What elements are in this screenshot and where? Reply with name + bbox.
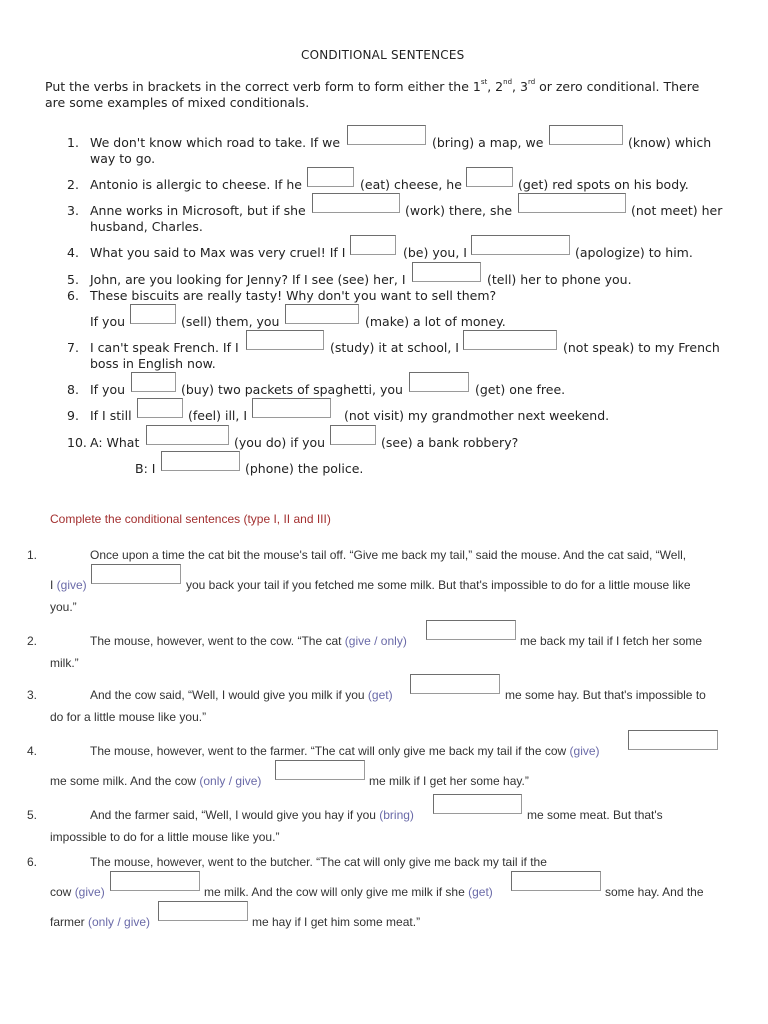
- item-text: Antonio is allergic to cheese. If he: [90, 177, 302, 192]
- item-text: (get) one free.: [475, 382, 566, 397]
- answer-input[interactable]: [463, 330, 557, 350]
- answer-input[interactable]: [628, 730, 718, 750]
- section-heading: Complete the conditional sentences (type I, II and III): [50, 512, 331, 526]
- answer-input[interactable]: [146, 425, 229, 445]
- answer-input[interactable]: [158, 901, 248, 921]
- item-number: 2.: [27, 634, 38, 648]
- item-text: John, are you looking for Jenny? If I see (see) her, I: [90, 272, 406, 287]
- story-text: [90, 688, 393, 702]
- page-title: CONDITIONAL SENTENCES: [301, 48, 465, 62]
- verb-hint: (get): [468, 885, 493, 899]
- item-text: (phone) the police.: [245, 461, 364, 476]
- item-number: 1.: [67, 135, 79, 150]
- story-text: [90, 634, 407, 648]
- item-number: 3.: [27, 688, 38, 702]
- story-text: [50, 915, 150, 929]
- story-text: And the farmer said, “Well, I would give you hay if you: [90, 808, 380, 822]
- instructions-text: or zero conditional. There: [535, 79, 700, 94]
- item-text: (you do) if you: [234, 435, 326, 450]
- item-number: 10.: [67, 435, 87, 450]
- answer-input[interactable]: [312, 193, 400, 213]
- item-number: 6.: [67, 288, 79, 303]
- answer-input[interactable]: [330, 425, 376, 445]
- item-number: 7.: [67, 340, 79, 355]
- answer-input[interactable]: [412, 262, 481, 282]
- item-text: Anne works in Microsoft, but if she: [90, 203, 306, 218]
- answer-input[interactable]: [246, 330, 324, 350]
- item-text: way to go.: [90, 151, 156, 166]
- item-number: 5.: [67, 272, 79, 287]
- answer-input[interactable]: [410, 674, 500, 694]
- answer-input[interactable]: [426, 620, 516, 640]
- answer-input[interactable]: [131, 372, 176, 392]
- story-text: cow: [50, 885, 75, 899]
- item-text: (not meet) her: [631, 203, 723, 218]
- story-text: impossible to do for a little mouse like you.”: [50, 830, 280, 844]
- answer-input[interactable]: [347, 125, 426, 145]
- story-text: [90, 808, 414, 822]
- ordinal-rd: rd: [527, 78, 536, 86]
- item-text: (see) a bank robbery?: [381, 435, 519, 450]
- item-text: (bring) a map, we: [432, 135, 544, 150]
- answer-input[interactable]: [275, 760, 365, 780]
- story-text: milk.”: [50, 656, 79, 670]
- item-number: 2.: [67, 177, 79, 192]
- answer-input[interactable]: [350, 235, 396, 255]
- answer-input[interactable]: [110, 871, 200, 891]
- answer-input[interactable]: [91, 564, 181, 584]
- story-text: [50, 578, 87, 592]
- answer-input[interactable]: [252, 398, 331, 418]
- answer-input[interactable]: [161, 451, 240, 471]
- story-text: The mouse, however, went to the butcher. “The cat will only give me back my tail if the: [90, 855, 547, 869]
- item-number: 8.: [67, 382, 79, 397]
- answer-input[interactable]: [466, 167, 513, 187]
- verb-hint: (give): [74, 885, 105, 899]
- item-text: (not speak) to my French: [563, 340, 720, 355]
- item-number: 1.: [27, 548, 38, 562]
- story-text: And the cow said, “Well, I would give you milk if you: [90, 688, 368, 702]
- verb-hint: (only / give): [199, 774, 262, 788]
- item-text: boss in English now.: [90, 356, 216, 371]
- story-text: me some meat. But that's: [527, 808, 663, 822]
- item-text: I can't speak French. If I: [90, 340, 239, 355]
- answer-input[interactable]: [549, 125, 623, 145]
- ordinal-nd: nd: [503, 78, 513, 86]
- item-text: (study) it at school, I: [330, 340, 459, 355]
- story-text: I: [50, 578, 57, 592]
- instructions-line-2: are some examples of mixed conditionals.: [45, 95, 310, 110]
- story-text: you back your tail if you fetched me some milk. But that's impossible to do for a little mouse like: [186, 578, 691, 592]
- story-text: me some milk. And the cow: [50, 774, 200, 788]
- instructions-text: Put the verbs in brackets in the correct verb form to form either the 1: [45, 79, 481, 94]
- answer-input[interactable]: [409, 372, 469, 392]
- story-text: [90, 744, 600, 758]
- verb-hint: (bring): [379, 808, 414, 822]
- item-text: (make) a lot of money.: [365, 314, 506, 329]
- story-text: [204, 885, 493, 899]
- item-text: (tell) her to phone you.: [487, 272, 632, 287]
- item-text: husband, Charles.: [90, 219, 203, 234]
- answer-input[interactable]: [307, 167, 354, 187]
- story-text: do for a little mouse like you.”: [50, 710, 207, 724]
- verb-hint: (give): [569, 744, 600, 758]
- answer-input[interactable]: [471, 235, 570, 255]
- item-text: (apologize) to him.: [575, 245, 693, 260]
- item-number: 9.: [67, 408, 79, 423]
- item-text: If you: [90, 382, 126, 397]
- item-text: (get) red spots on his body.: [518, 177, 689, 192]
- story-text: Once upon a time the cat bit the mouse's tail off. “Give me back my tail,” said the mouse. And the cat said, “Well,: [90, 548, 687, 562]
- item-number: 4.: [67, 245, 79, 260]
- ordinal-st: st: [480, 78, 488, 86]
- answer-input[interactable]: [433, 794, 522, 814]
- item-number: 3.: [67, 203, 79, 218]
- item-text: B: I: [135, 461, 156, 476]
- story-text: you.”: [50, 600, 77, 614]
- item-text: (sell) them, you: [181, 314, 280, 329]
- item-text: If you: [90, 314, 126, 329]
- answer-input[interactable]: [130, 304, 176, 324]
- story-text: The mouse, however, went to the cow. “The cat: [90, 634, 345, 648]
- story-text: me milk. And the cow will only give me milk if she: [204, 885, 469, 899]
- story-text: The mouse, however, went to the farmer. “The cat will only give me back my tail if the cow: [90, 744, 570, 758]
- item-text: (know) which: [628, 135, 712, 150]
- answer-input[interactable]: [137, 398, 183, 418]
- item-text: (feel) ill, I: [188, 408, 248, 423]
- verb-hint: (only / give): [88, 915, 151, 929]
- item-text: These biscuits are really tasty! Why don't you want to sell them?: [90, 288, 497, 303]
- instructions-sep: , 3: [512, 79, 528, 94]
- verb-hint: (get): [367, 688, 393, 702]
- answer-input[interactable]: [518, 193, 626, 213]
- item-text: (be) you, I: [403, 245, 467, 260]
- story-text: me back my tail if I fetch her some: [520, 634, 703, 648]
- story-text: some hay. And the: [605, 885, 704, 899]
- verb-hint: (give / only): [344, 634, 407, 648]
- item-number: 6.: [27, 855, 38, 869]
- story-text: farmer: [50, 915, 89, 929]
- verb-hint: (give): [56, 578, 87, 592]
- instructions-line-1: [45, 79, 699, 94]
- item-text: If I still: [90, 408, 132, 423]
- item-text: We don't know which road to take. If we: [90, 135, 341, 150]
- item-text: (work) there, she: [405, 203, 513, 218]
- story-text: [50, 774, 261, 788]
- item-text: A: What: [90, 435, 140, 450]
- answer-input[interactable]: [285, 304, 359, 324]
- instructions-sep: , 2: [487, 79, 504, 94]
- item-number: 5.: [27, 808, 38, 822]
- item-number: 4.: [27, 744, 38, 758]
- story-text: me some hay. But that's impossible to: [505, 688, 706, 702]
- item-text: (not visit) my grandmother next weekend.: [344, 408, 610, 423]
- item-text: (buy) two packets of spaghetti, you: [181, 382, 403, 397]
- story-text: me milk if I get her some hay.”: [369, 774, 529, 788]
- story-text: [50, 885, 105, 899]
- answer-input[interactable]: [511, 871, 601, 891]
- item-text: (eat) cheese, he: [360, 177, 462, 192]
- item-text: What you said to Max was very cruel! If I: [90, 245, 346, 260]
- story-text: me hay if I get him some meat.”: [252, 915, 421, 929]
